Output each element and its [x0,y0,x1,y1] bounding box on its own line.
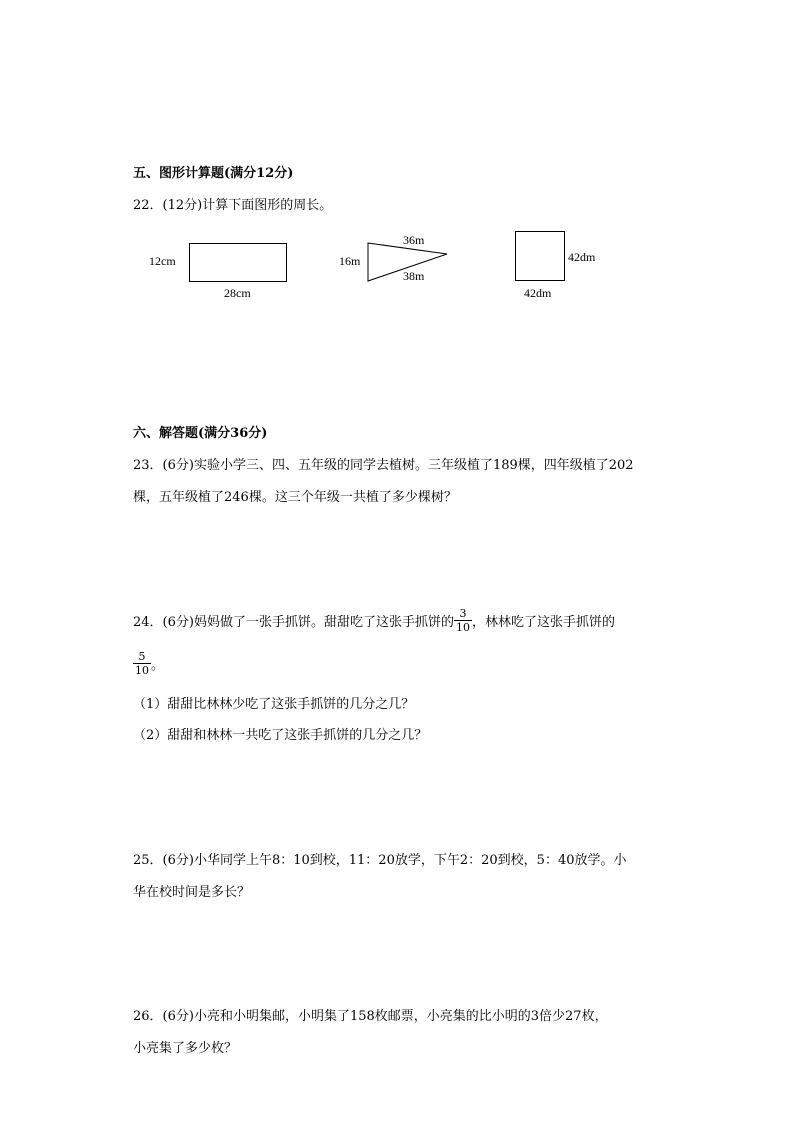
section-5-title: 五、图形计算题(满分12分) [133,166,294,181]
fraction-numerator: 3 [454,607,472,621]
question-25-line-1: 25．(6分)小华同学上午8：10到校，11：20放学，下午2：20到校，5：40放学。小 [133,853,627,868]
question-26-line-1: 26．(6分)小亮和小明集邮，小明集了158枚邮票，小亮集的比小明的3倍少27枚， [133,1009,608,1024]
triangle-top-label: 36m [403,233,425,247]
rect-width-label: 28cm [224,286,251,300]
question-25-line-2: 华在校时间是多长？ [133,885,251,900]
triangle-bottom-label: 38m [403,269,425,283]
square-right-label: 42dm [568,250,596,264]
question-24-text-b: ，林林吃了这张手抓饼的 [471,614,615,630]
fraction-3-10 [454,607,472,634]
question-24-text-a: 24．(6分)妈妈做了一张手抓饼。甜甜吃了这张手抓饼的 [133,614,454,630]
question-22-text: 22．(12分)计算下面图形的周长。 [133,198,333,213]
fraction-denominator: 10 [135,663,149,677]
question-23-line-2: 棵，五年级植了246棵。这三个年级一共植了多少棵树？ [133,490,457,505]
square-bottom-label: 42dm [524,286,552,300]
question-24-text-c: 。 [151,657,165,673]
question-23-line-1: 23．(6分)实验小学三、四、五年级的同学去植树。三年级植了189棵，四年级植了202 [133,458,634,473]
fraction-5-10 [133,650,151,677]
question-24-sub-2: （2）甜甜和林林一共吃了这张手抓饼的几分之几？ [133,728,428,743]
triangle-left-label: 16m [339,254,361,268]
fraction-numerator: 5 [133,650,151,664]
question-24-line-2 [133,647,164,679]
question-26-line-2: 小亮集了多少枚？ [133,1041,238,1056]
question-24-sub-1: （1）甜甜比林林少吃了这张手抓饼的几分之几？ [133,697,415,712]
question-24-line-1 [133,604,615,636]
rectangle-figure [189,243,287,282]
section-6-title: 六、解答题(满分36分) [133,426,268,441]
rect-height-label: 12cm [149,254,176,268]
square-figure [515,231,565,281]
fraction-denominator: 10 [455,620,470,634]
